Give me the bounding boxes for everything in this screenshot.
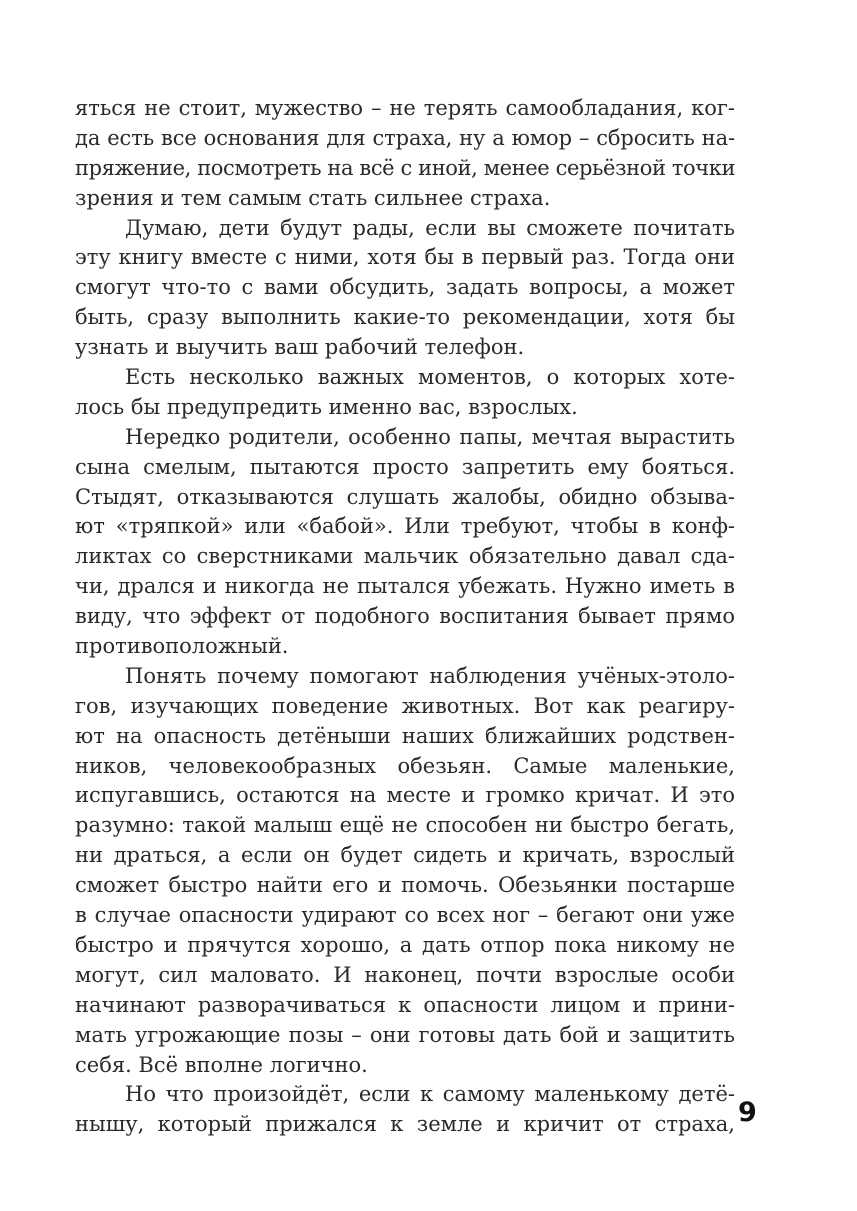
text-line: начинают разворачиваться к опасности лицом и прини- bbox=[75, 992, 735, 1017]
text-line: ников, человекообразных обезьян. Самые маленькие, bbox=[75, 753, 735, 778]
text-line: в случае опасности удирают со всех ног – бегают они уже bbox=[75, 903, 735, 928]
text-line: испугавшись, остаются на месте и громко кричат. И это bbox=[75, 783, 735, 808]
text-line: быстро и прячутся хорошо, а дать отпор пока никому не bbox=[75, 932, 735, 957]
paragraph bbox=[75, 214, 735, 363]
text-line: да есть все основания для страха, ну а юмор – сбросить на- bbox=[75, 125, 735, 150]
text-line: чи, дрался и никогда не пытался убежать. Нужно иметь в bbox=[75, 574, 735, 599]
text-line: гов, изучающих поведение животных. Вот как реагиру- bbox=[75, 693, 735, 718]
text-line: яться не стоит, мужество – не терять самообладания, ког- bbox=[75, 96, 735, 120]
text-line: Понять почему помогают наблюдения учёных-этоло- bbox=[125, 663, 735, 688]
text-line: Есть несколько важных моментов, о которых хоте- bbox=[125, 365, 735, 390]
paragraph bbox=[75, 662, 735, 1080]
text-line: быть, сразу выполнить какие-то рекомендации, хотя бы bbox=[75, 305, 735, 330]
paragraph bbox=[75, 423, 735, 662]
text-line: могут, сил маловато. И наконец, почти взрослые особи bbox=[75, 962, 735, 987]
text-line: себя. Всё вполне логично. bbox=[75, 1052, 368, 1077]
text-line: узнать и выучить ваш рабочий телефон. bbox=[75, 335, 525, 360]
page-number: 9 bbox=[738, 1097, 757, 1128]
text-line: мать угрожающие позы – они готовы дать бой и защитить bbox=[75, 1022, 735, 1047]
text-line: противоположный. bbox=[75, 634, 289, 659]
paragraph bbox=[75, 1080, 735, 1140]
text-line: Стыдят, отказываются слушать жалобы, обидно обзыва- bbox=[75, 484, 735, 509]
text-line: виду, что эффект от подобного воспитания бывает прямо bbox=[75, 604, 735, 629]
text-line: зрения и тем самым стать сильнее страха. bbox=[75, 185, 551, 210]
text-line: сможет быстро найти его и помочь. Обезьянки постарше bbox=[75, 873, 735, 898]
text-line: ни драться, а если он будет сидеть и кричать, взрослый bbox=[75, 843, 735, 868]
text-line: Нередко родители, особенно папы, мечтая вырастить bbox=[125, 424, 735, 449]
text-line: пряжение, посмотреть на всё с иной, менее серьёзной точки bbox=[75, 155, 736, 180]
text-line: лось бы предупредить именно вас, взрослых. bbox=[75, 394, 578, 419]
text-line: Думаю, дети будут рады, если вы сможете почитать bbox=[125, 215, 735, 240]
body-text bbox=[75, 94, 735, 1140]
text-line: ликтах со сверстниками мальчик обязательно давал сда- bbox=[75, 544, 735, 569]
text-line: сына смелым, пытаются просто запретить ему бояться. bbox=[75, 454, 735, 479]
paragraph bbox=[75, 94, 735, 214]
text-line: разумно: такой малыш ещё не способен ни быстро бегать, bbox=[75, 813, 735, 838]
text-line: Но что произойдёт, если к самому маленькому детё- bbox=[125, 1082, 735, 1107]
paragraph bbox=[75, 363, 735, 423]
text-line: ют «тряпкой» или «бабой». Или требуют, чтобы в конф- bbox=[75, 514, 735, 539]
text-line: смогут что-то с вами обсудить, задать вопросы, а может bbox=[75, 275, 735, 300]
text-line: эту книгу вместе с ними, хотя бы в первый раз. Тогда они bbox=[75, 245, 735, 270]
text-line: нышу, который прижался к земле и кричит от страха, bbox=[75, 1112, 735, 1137]
text-line: ют на опасность детёныши наших ближайших родствен- bbox=[75, 723, 735, 748]
